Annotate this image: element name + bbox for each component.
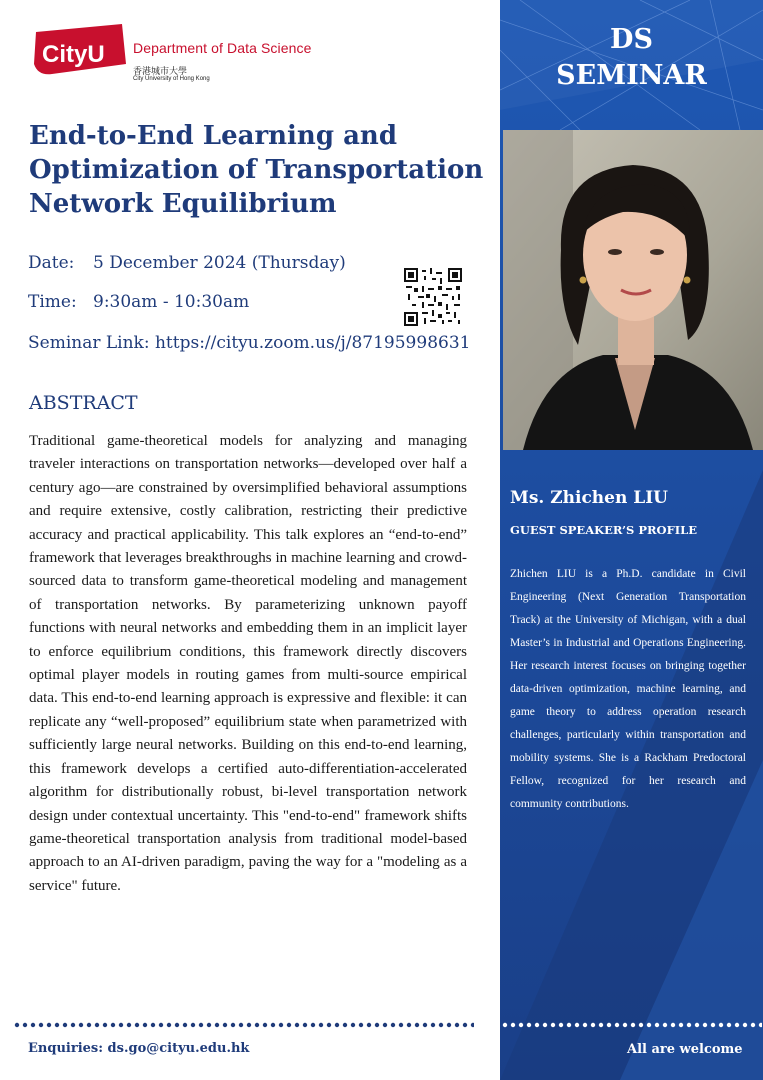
date-label: Date: — [28, 253, 75, 273]
speaker-photo — [503, 130, 763, 450]
abstract-text: Traditional game-theoretical models for analyzing and managing traveler interactions on transportation networks—developed over half a century ago—are constrained by oversimplified behavioral assumptions and require extensive, costly calibration, restricting their predictive accuracy and practical applicability. This talk explores an “end-to-end” framework that leverages breakthroughs in machine learning and crowd-sourced data to transform game-theoretical modeling and management of transportation networks. By parameterizing unknown payoff functions with neural networks and embedding them in an implicit layer to enforce equilibrium conditions, this framework directly discovers optimal player models in routing games from multi-source empirical data. This end-to-end learning approach is expressive and flexible: it can replicate any “well-proposed” equilibrium state when parametrized with sufficiently large neural networks. Building on this end-to-end learning, this framework develops a certified auto-differentiation-accelerated algorithm for distributionally robust, bi-level transportation network design under contextual uncertainty. This "end-to-end" framework shifts game-theoretical transportation analysis from traditional model-based approach to an AI-driven paradigm, paving the way for a "modeling as a service" future. — [29, 433, 467, 894]
date-row — [28, 253, 346, 273]
abstract-heading: ABSTRACT — [29, 392, 138, 414]
speaker-bio: Zhichen LIU is a Ph.D. candidate in Civil Engineering (Next Generation Transportation Track) at the University of Michigan, with a dual Master’s in Industrial and Operations Engineering. Her research interest focuses on bringing together data-driven optimization, machine learning, and game theory to address operation research challenges, particularly within transportation and mobility systems. She is a Rackham Predoctoral Fellow, recognized for her research and community contributions. — [510, 568, 746, 810]
university-chinese: 香港城市大學 — [133, 67, 188, 77]
ds-seminar-banner — [500, 22, 763, 94]
time-row — [28, 292, 250, 312]
dotted-divider — [14, 1022, 762, 1028]
time-label: Time: — [28, 292, 77, 312]
speaker-profile-heading: GUEST SPEAKER’S PROFILE — [510, 523, 697, 537]
banner-line-2: SEMINAR — [556, 60, 707, 91]
time-value: 9:30am - 10:30am — [93, 292, 250, 312]
cityu-logo — [30, 24, 126, 80]
date-value: 5 December 2024 (Thursday) — [93, 253, 346, 273]
speaker-name: Ms. Zhichen LIU — [510, 488, 668, 508]
logo-text: CityU — [42, 41, 105, 68]
university-english: City University of Hong Kong — [133, 76, 210, 82]
qr-code-icon[interactable] — [404, 268, 462, 326]
seminar-link[interactable]: Seminar Link: https://cityu.zoom.us/j/87195998631 — [28, 333, 471, 353]
seminar-title: End-to-End Learning and Optimization of Transportation Network Equilibrium — [29, 121, 484, 219]
department-name: Department of Data Science — [133, 40, 312, 56]
enquiries-contact[interactable]: Enquiries: ds.go@cityu.edu.hk — [28, 1041, 250, 1056]
banner-line-1: DS — [610, 24, 653, 55]
all-are-welcome: All are welcome — [627, 1042, 743, 1057]
